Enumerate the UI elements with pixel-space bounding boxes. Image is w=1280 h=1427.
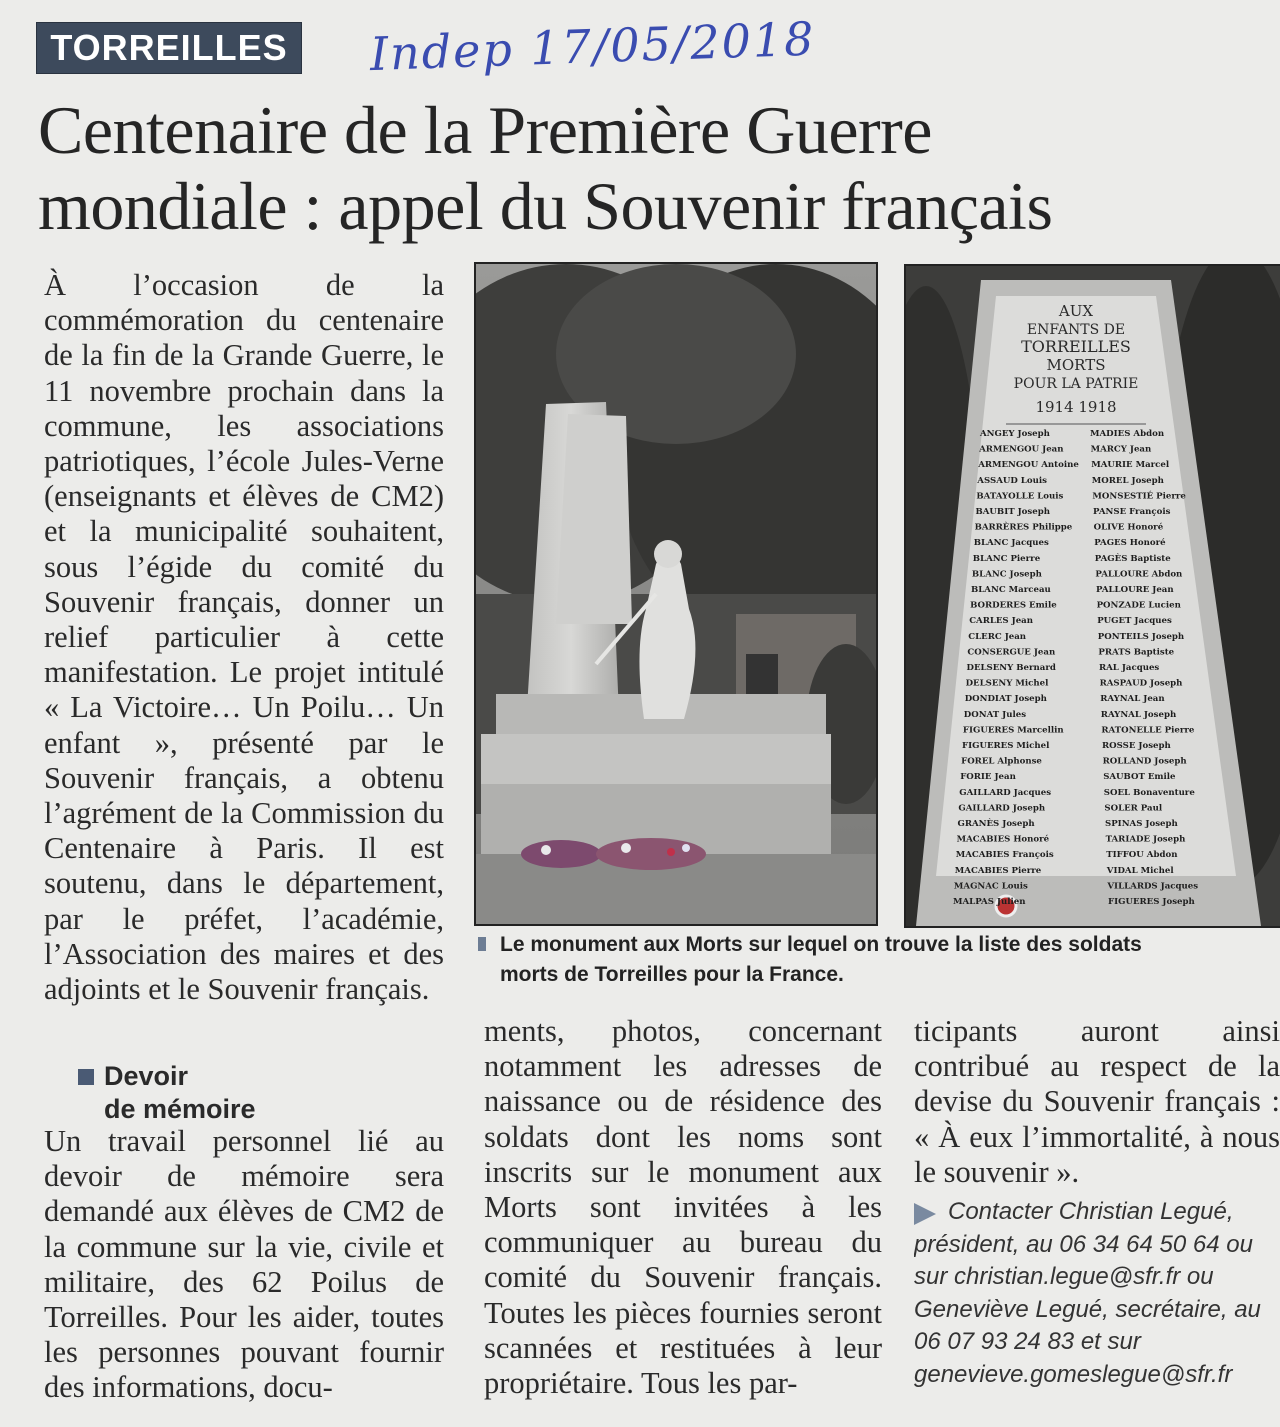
plaque-name-left: ASSAUD Louis xyxy=(977,475,1047,486)
plaque-name-right: MADIES Abdon xyxy=(1090,429,1165,439)
plaque-name-left: GRANÈS Joseph xyxy=(957,819,1035,829)
plaque-name-right: SPINAS Joseph xyxy=(1105,819,1178,829)
plaque-header-line: TORREILLES xyxy=(1021,337,1131,356)
plaque-name-right: MOREL Joseph xyxy=(1091,475,1164,486)
photo-caption xyxy=(478,930,1280,990)
article-body-column-3: ticipants auront ainsi contribué au respect de la devise du Souvenir français : « À eux l’immortalité, à nous le souvenir ». xyxy=(914,1014,1280,1189)
plaque-name-right: FIGUERES Joseph xyxy=(1108,897,1195,907)
plaque-name-left: MALPAS Julien xyxy=(953,897,1026,907)
plaque-name-left: DONAT Jules xyxy=(963,709,1027,720)
plaque-name-right: PRATS Baptiste xyxy=(1098,647,1175,658)
plaque-name-left: BARRÈRES Philippe xyxy=(974,522,1073,533)
plaque-name-left: FIGUERES Marcellin xyxy=(962,725,1064,736)
plaque-name-right: OLIVE Honoré xyxy=(1093,522,1164,533)
plaque-name-right: PALLOURE Abdon xyxy=(1095,569,1183,580)
plaque-name-right: RAYNAL Joseph xyxy=(1100,709,1177,720)
plaque-header-line: POUR LA PATRIE xyxy=(1013,376,1139,392)
plaque-name-right: TARIADE Joseph xyxy=(1105,834,1186,845)
plaque-name-right: MONSESTIÉ Pierre xyxy=(1092,491,1186,502)
handwritten-date-note: Indep 17/05/2018 xyxy=(368,11,817,82)
plaque-name-left: MACABIES Honoré xyxy=(956,834,1050,845)
plaque-name-left: GAILLARD Jacques xyxy=(959,787,1052,798)
plaque-name-left: BAUBIT Joseph xyxy=(975,507,1050,517)
plaque-name-left: BLANC Marceau xyxy=(971,585,1051,595)
plaque-name-left: BLANC Jacques xyxy=(973,538,1049,549)
plaque-name-left: DELSENY Michel xyxy=(965,678,1049,689)
plaque-name-right: MAURIE Marcel xyxy=(1091,460,1170,471)
plaque-name-left: BLANC Joseph xyxy=(971,569,1042,580)
plaque-name-right: SOLER Paul xyxy=(1104,803,1163,814)
contact-info xyxy=(914,1196,1280,1427)
plaque-name-right: PAGÈS Baptiste xyxy=(1094,553,1171,564)
plaque-name-left: DELSENY Bernard xyxy=(966,663,1056,673)
plaque-header-line: MORTS xyxy=(1046,356,1106,374)
monument-illustration xyxy=(476,264,876,924)
plaque-name-left: MACABIES François xyxy=(955,850,1054,861)
plaque-name-right: SOEL Bonaventure xyxy=(1103,787,1195,798)
plaque-name-right: PONZADE Lucien xyxy=(1096,600,1181,611)
plaque-name-left: MACABIES Pierre xyxy=(954,865,1042,876)
plaque-name-left: FORIE Jean xyxy=(960,772,1016,783)
caption-text: Le monument aux Morts sur lequel on trouve la liste des soldats morts de Torreilles pour la France. xyxy=(500,933,1142,986)
plaque-name-right: SAUBOT Emile xyxy=(1103,772,1176,783)
plaque-name-right: PALLOURE Jean xyxy=(1096,585,1174,595)
plaque-name-left: BATAYOLLE Louis xyxy=(976,491,1064,502)
plaque-name-right: ROSSE Joseph xyxy=(1102,741,1171,751)
plaque-name-left: ANGEY Joseph xyxy=(980,429,1050,439)
article-intro: À l’occasion de la commémoration du centenaire de la fin de la Grande Guerre, le 11 novembre prochain dans la commune, les associations patriotiques, l’école Jules-Verne (enseignants et élèves de CM2) et la municipalité souhaitent, sous l’égide du comité du Souvenir français, donner un relief particulier à cette manifestation. Le projet intitulé « La Victoire… Un Poilu… Un enfant », présenté par le Souvenir français, a obtenu l’agrément de la Commission du Centenaire à Paris. Il est soutenu, dans le département, par le préfet, l’académie, l’Association des maires et des adjoints et le Souvenir français. xyxy=(44,268,444,1007)
plaque-name-right: PANSE François xyxy=(1093,507,1171,517)
plaque-name-right: TIFFOU Abdon xyxy=(1106,850,1178,861)
plaque-name-right: ROLLAND Joseph xyxy=(1102,756,1187,767)
plaque-name-right: PAGES Honoré xyxy=(1094,538,1166,549)
plaque-name-left: CARLES Jean xyxy=(969,616,1033,627)
contact-text: Contacter Christian Legué, président, au 06 34 64 50 64 ou sur christian.legue@sfr.fr ou Geneviève Legué, secrétaire, au 06 07 93 24 83 et sur genevieve.gomeslegue@sfr.fr xyxy=(914,1198,1261,1388)
plaque-name-right: RAYNAL Jean xyxy=(1100,694,1165,705)
plaque-name-left: BORDERES Emile xyxy=(970,600,1057,611)
plaque-name-right: VILLARDS Jacques xyxy=(1107,881,1199,892)
monument-photo xyxy=(474,262,878,926)
plaque-name-left: FOREL Alphonse xyxy=(961,756,1042,767)
plaque-name-right: RATONELLE Pierre xyxy=(1101,725,1195,736)
subhead-text: Devoir de mémoire xyxy=(104,1061,256,1124)
article-body-column-1: Un travail personnel lié au devoir de mémoire sera demandé aux élèves de CM2 de la commune sur la vie, civile et militaire, des 62 Poilus de Torreilles. Pour les aider, toutes les personnes pouvant fournir des informations, docu- xyxy=(44,1124,444,1405)
plaque-name-left: BLANC Pierre xyxy=(972,553,1041,564)
section-tag: TORREILLES xyxy=(36,22,302,74)
plaque-header-line: AUX xyxy=(1058,302,1094,320)
article-body-column-2: ments, photos, concernant notamment les adresses de naissance ou de résidence des soldats dont les noms sont inscrits sur le monument aux Morts sont invitées à les communiquer au bureau du comité du Souvenir français. Toutes les pièces fournies seront scannées et restituées à leur propriétaire. Tous les par- xyxy=(484,1014,882,1401)
plaque-illustration xyxy=(906,266,1280,926)
plaque-name-right: RAL Jacques xyxy=(1099,663,1160,673)
subhead xyxy=(76,1060,404,1126)
plaque-name-right: MARCY Jean xyxy=(1090,444,1152,455)
plaque-name-left: CONSERGUE Jean xyxy=(967,647,1056,658)
plaque-name-right: PONTEILS Joseph xyxy=(1097,631,1185,642)
plaque-name-left: ARMENGOU Antoine xyxy=(978,460,1079,471)
headline: Centenaire de la Première Guerre mondiale : appel du Souvenir français xyxy=(38,92,1053,244)
plaque-name-left: DONDIAT Joseph xyxy=(964,694,1047,705)
plaque-name-right: RASPAUD Joseph xyxy=(1099,678,1183,689)
plaque-name-left: GAILLARD Joseph xyxy=(958,803,1046,814)
plaque-name-right: VIDAL Michel xyxy=(1106,865,1174,876)
plaque-name-left: ARMENGOU Jean xyxy=(979,444,1064,455)
plaque-name-left: CLERC Jean xyxy=(968,631,1027,642)
plaque-name-left: MAGNAC Louis xyxy=(953,881,1028,892)
plaque-header-line: 1914 1918 xyxy=(1035,398,1117,416)
plaque-name-right: PUGET Jacques xyxy=(1097,616,1172,627)
plaque-header-line: ENFANTS DE xyxy=(1026,322,1126,338)
plaque-photo xyxy=(904,264,1280,928)
plaque-name-left: FIGUERES Michel xyxy=(962,741,1050,751)
